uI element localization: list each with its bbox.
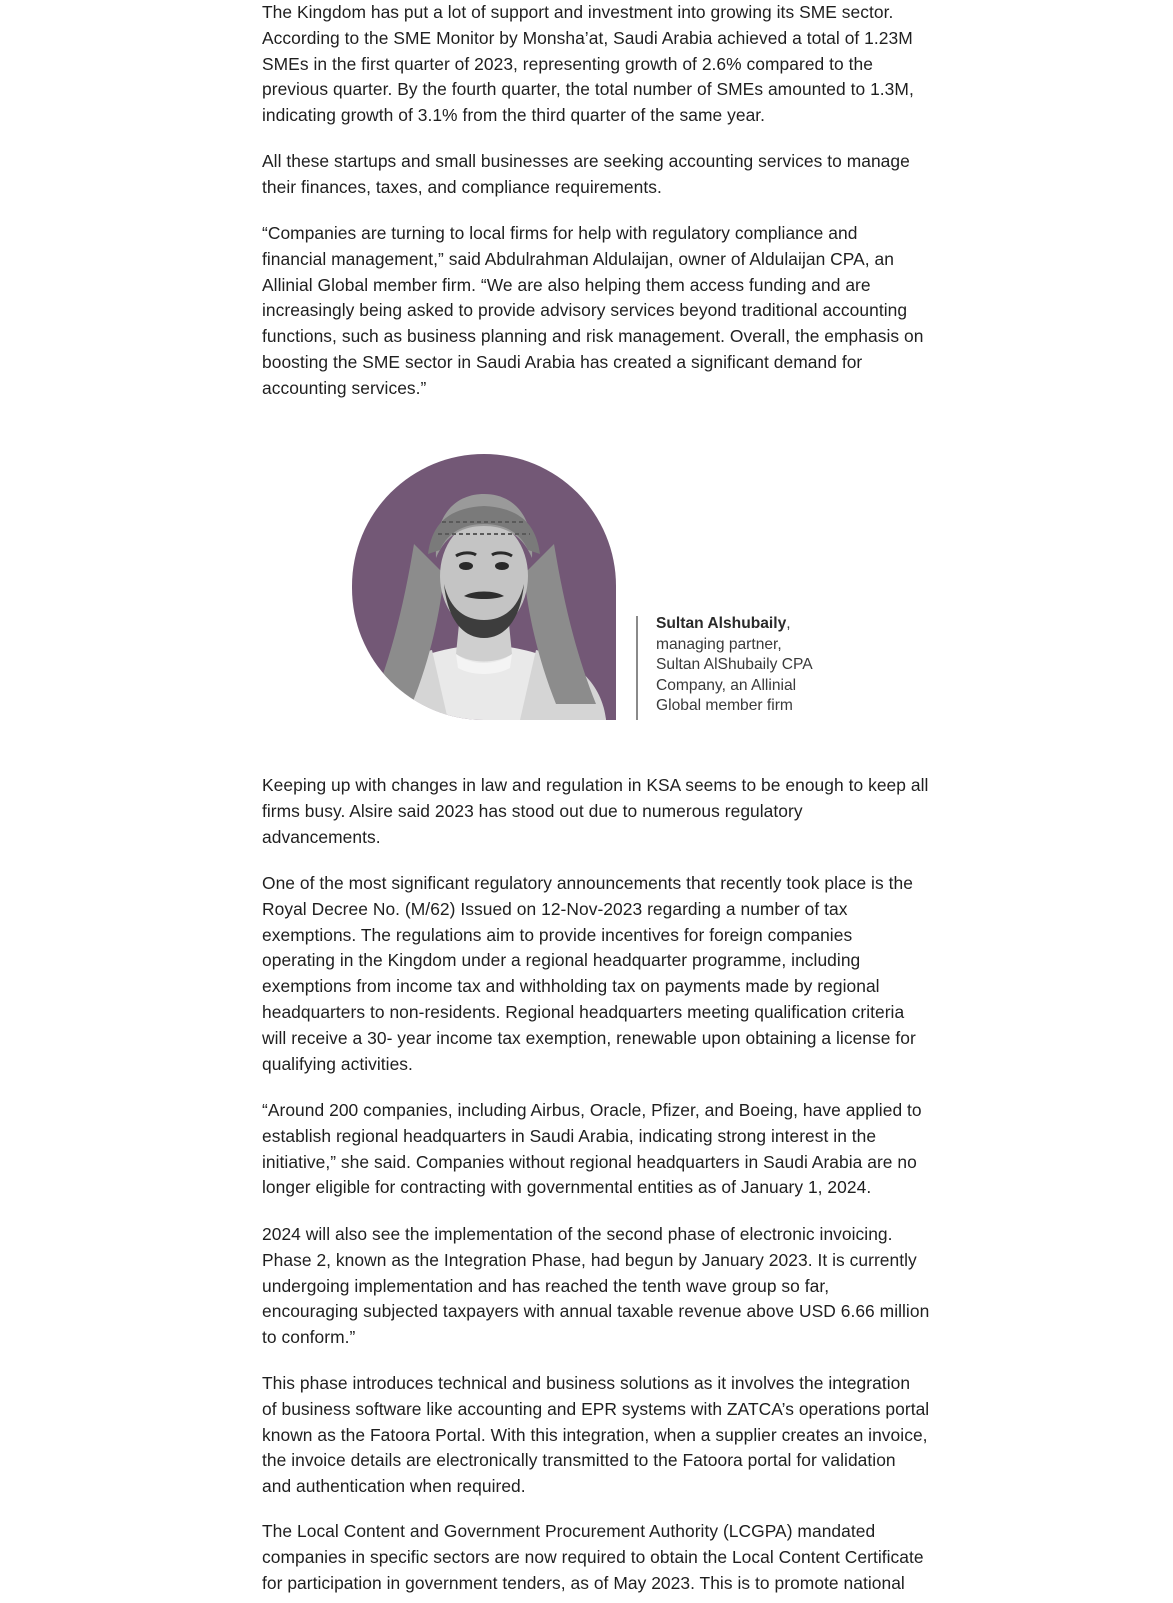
paragraph-regional-hq: “Around 200 companies, including Airbus, Oracle, Pfizer, and Boeing, have applied to establish regional headquarters in Saudi Arabia, indicating strong interest in the initiative,” she said. Companies without regional headquarters in Saudi Arabia are no longer eligible for contracting with governmental entities as of January 1, 2024. (262, 1100, 922, 1198)
caption-divider (636, 616, 638, 720)
profile-name: Sultan Alshubaily (656, 615, 787, 632)
paragraph-lcgpa: The Local Content and Government Procurement Authority (LCGPA) mandated companies in specific sectors are now required to obtain the Local Content Certificate for participation in government tenders, as of May 2023. This is to promote national (262, 1521, 924, 1593)
paragraph-royal-decree: One of the most significant regulatory announcements that recently took place is the Royal Decree No. (M/62) Issued on 12-Nov-2023 regarding a number of tax exemptions. The regulations aim to provide incentives for foreign companies operating in the Kingdom under a regional headquarter programme, including exemptions from income tax and withholding tax on payments made by regional headquarters to non-residents. Regional headquarters meeting qualification criteria will receive a 30- year income tax exemption, renewable upon obtaining a license for qualifying activities. (262, 873, 916, 1074)
profile-name-suffix: , (786, 615, 791, 632)
paragraph-fatoora-portal: This phase introduces technical and business solutions as it involves the integration of business software like accounting and EPR systems with ZATCA’s operations portal known as the Fatoora Portal. With this integration, when a supplier creates an invoice, the invoice details are electronically transmitted to the Fatoora portal for validation and authentication when required. (262, 1373, 930, 1497)
portrait-photo (352, 454, 616, 720)
paragraph-sme-growth: The Kingdom has put a lot of support and investment into growing its SME sector. According to the SME Monitor by Monsha’at, Saudi Arabia achieved a total of 1.23M SMEs in the first quarter of 2023, representing growth of 2.6% compared to the previous quarter. By the fourth quarter, the total number of SMEs amounted to 1.3M, indicating growth of 3.1% from the third quarter of the same year. (262, 2, 914, 126)
paragraph-accounting-demand: All these startups and small businesses are seeking accounting services to manage their finances, taxes, and compliance requirements. (262, 151, 910, 197)
profile-role: managing partner, Sultan AlShubaily CPA Company, an Allinial Global member firm (656, 635, 813, 715)
paragraph-e-invoicing: 2024 will also see the implementation of the second phase of electronic invoicing. Phase 2, known as the Integration Phase, had begun by January 2023. It is currently undergoing implementation and has reached the tenth wave group so far, encouraging subjected taxpayers with annual taxable revenue above USD 6.66 million to conform.” (262, 1224, 930, 1348)
person-portrait-illustration (352, 454, 616, 720)
paragraph-regulation-changes: Keeping up with changes in law and regulation in KSA seems to be enough to keep all firms busy. Alsire said 2023 has stood out due to numerous regulatory advancements. (262, 775, 929, 847)
profile-card (352, 454, 852, 722)
paragraph-aldulaijan-quote: “Companies are turning to local firms for help with regulatory compliance and financial management,” said Abdulrahman Aldulaijan, owner of Aldulaijan CPA, an Allinial Global member firm. “We are also helping them access funding and are increasingly being asked to provide advisory services beyond traditional accounting functions, such as business planning and risk management. Overall, the emphasis on boosting the SME sector in Saudi Arabia has created a significant demand for accounting services.” (262, 223, 924, 398)
profile-caption (656, 614, 856, 717)
